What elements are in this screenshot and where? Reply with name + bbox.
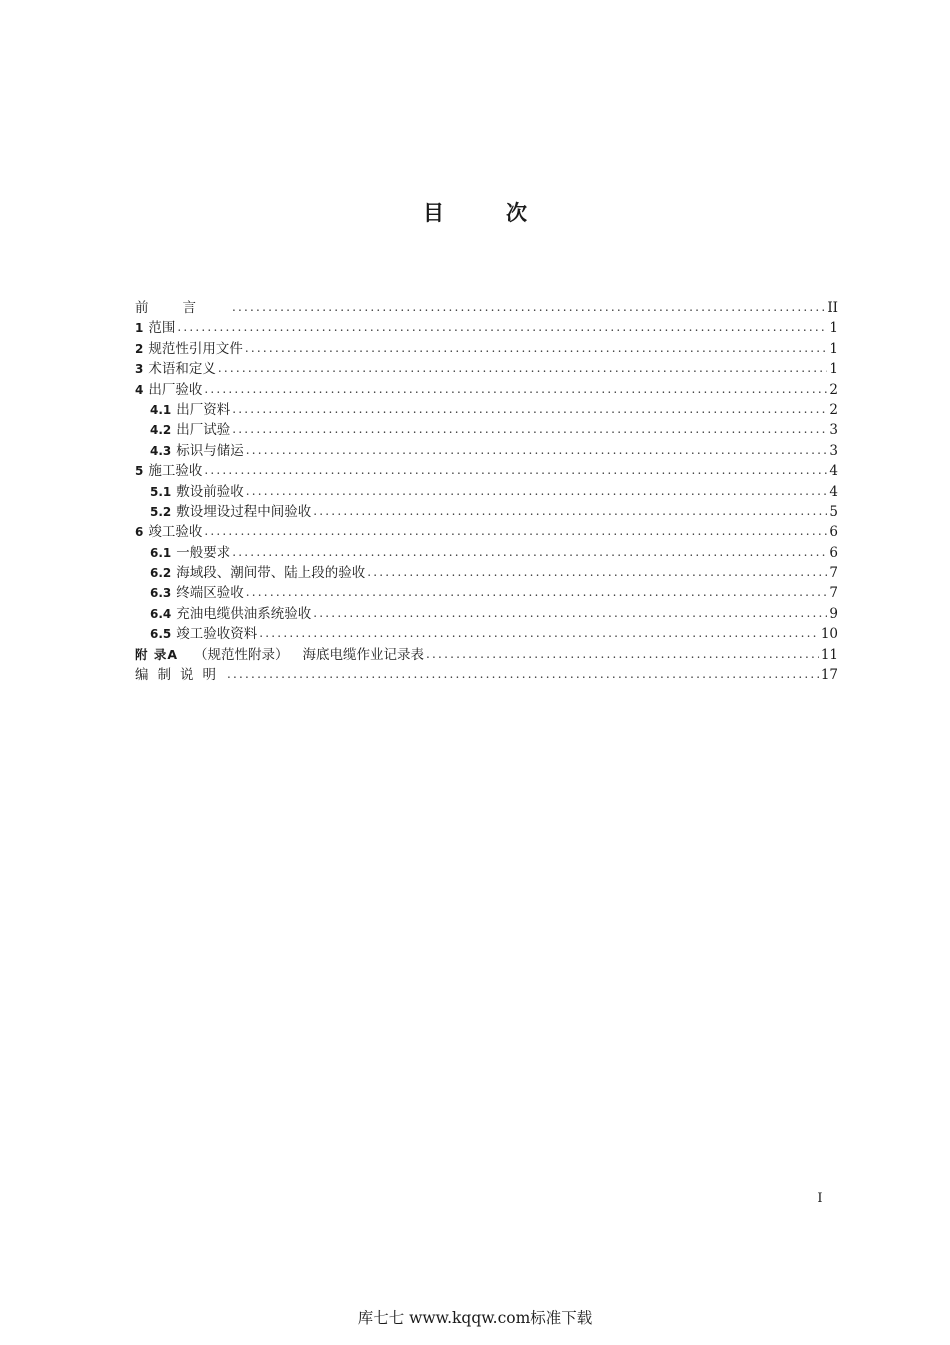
toc-entry-page: 4 — [829, 463, 838, 480]
toc-entry-page: 1 — [829, 361, 838, 378]
toc-leader-dots — [313, 603, 827, 623]
toc-entry-label: 前言 — [135, 300, 230, 316]
toc-leader-dots — [232, 542, 827, 562]
toc-entry-label: 范围 — [148, 320, 176, 337]
toc-entry-page: 3 — [829, 442, 838, 459]
toc-entry-appendix-a[interactable] — [135, 645, 838, 665]
toc-leader-dots — [245, 338, 827, 358]
toc-entry-number: 6 — [135, 525, 144, 540]
toc-leader-dots — [227, 664, 819, 684]
toc-entry-4-1[interactable] — [135, 400, 838, 420]
toc-leader-dots — [218, 358, 827, 378]
toc-entry-page: 9 — [829, 605, 838, 622]
toc-entry-5-2[interactable] — [135, 502, 838, 522]
toc-entry-label: 一般要求 — [176, 544, 231, 561]
toc-entry-page: 2 — [829, 401, 838, 418]
toc-leader-dots — [204, 460, 827, 480]
toc-entry-page: 5 — [829, 503, 838, 520]
toc-entry-6-3[interactable] — [135, 583, 838, 603]
toc-entry-4-2[interactable] — [135, 420, 838, 440]
toc-entry-label: 竣工验收资料 — [176, 626, 258, 643]
toc-entry-label: 敷设前验收 — [176, 483, 244, 500]
toc-entry-number: 2 — [135, 341, 144, 356]
toc-entry-page: 4 — [829, 483, 838, 500]
toc-leader-dots — [313, 501, 827, 521]
toc-entry-page: II — [827, 300, 838, 316]
toc-entry-number: 5.2 — [150, 504, 172, 519]
page-number: I — [817, 1191, 823, 1206]
toc-appendix-kind: （规范性附录） — [194, 646, 289, 663]
toc-leader-dots — [204, 379, 827, 399]
toc-entry-4[interactable] — [135, 380, 838, 400]
toc-entry-label: 标识与储运 — [176, 442, 244, 459]
toc-entry-label: 出厂试验 — [176, 422, 231, 439]
toc-entry-number: 5 — [135, 464, 144, 479]
toc-entry-label: 规范性引用文件 — [148, 340, 243, 357]
toc-entry-number: 6.4 — [150, 606, 172, 621]
toc-entry-label: 竣工验收 — [148, 524, 203, 541]
toc-entry-3[interactable] — [135, 359, 838, 379]
toc-entry-number: 6.2 — [150, 566, 172, 581]
toc-entry-label: 海域段、潮间带、陆上段的验收 — [176, 565, 366, 582]
toc-entry-page: 11 — [820, 646, 838, 663]
toc-leader-dots — [232, 419, 827, 439]
toc-leader-dots — [232, 297, 825, 317]
toc-entry-page: 10 — [820, 626, 838, 643]
toc-leader-dots — [232, 399, 827, 419]
toc-entry-number: 6.1 — [150, 545, 172, 560]
toc-entry-page: 3 — [829, 422, 838, 439]
toc-entry-preface[interactable] — [135, 298, 838, 318]
toc-entry-label: 编制说明 — [135, 667, 225, 684]
toc-entry-5[interactable] — [135, 461, 838, 481]
toc-entry-label: 海底电缆作业记录表 — [302, 646, 425, 663]
toc-entry-number: 3 — [135, 362, 144, 377]
toc-leader-dots — [367, 562, 827, 582]
toc-entry-page: 2 — [829, 381, 838, 398]
toc-entry-number: 6.5 — [150, 627, 172, 642]
toc-entry-number: 1 — [135, 321, 144, 336]
table-of-contents — [135, 298, 838, 685]
toc-entry-1[interactable] — [135, 318, 838, 338]
toc-leader-dots — [246, 481, 827, 501]
toc-entry-6-5[interactable] — [135, 624, 838, 644]
toc-entry-page: 6 — [829, 524, 838, 541]
toc-entry-label: 终端区验收 — [176, 585, 244, 602]
toc-entry-label: 术语和定义 — [148, 361, 216, 378]
toc-entry-number: 4.2 — [150, 423, 172, 438]
toc-entry-5-1[interactable] — [135, 482, 838, 502]
toc-entry-page: 17 — [820, 667, 838, 684]
toc-entry-explanation[interactable] — [135, 665, 838, 685]
page-title: 目次 — [423, 201, 589, 225]
toc-entry-page: 6 — [829, 544, 838, 561]
footer-watermark-text: 库七七 www.kqqw.com标准下载 — [357, 1309, 593, 1327]
toc-leader-dots — [246, 440, 827, 460]
toc-entry-label: 充油电缆供油系统验收 — [176, 605, 312, 622]
toc-entry-number: 4.3 — [150, 443, 172, 458]
toc-entry-number: 6.3 — [150, 586, 172, 601]
toc-entry-page: 7 — [829, 565, 838, 582]
toc-entry-label: 敷设埋设过程中间验收 — [176, 503, 312, 520]
toc-entry-page: 7 — [829, 585, 838, 602]
toc-entry-number: 5.1 — [150, 484, 172, 499]
toc-leader-dots — [204, 521, 827, 541]
toc-entry-page: 1 — [829, 320, 838, 337]
toc-leader-dots — [246, 582, 827, 602]
toc-entry-page: 1 — [829, 340, 838, 357]
toc-entry-6-2[interactable] — [135, 563, 838, 583]
toc-entry-6-4[interactable] — [135, 604, 838, 624]
toc-entry-number: 4 — [135, 382, 144, 397]
toc-entry-label: 出厂验收 — [148, 381, 203, 398]
toc-leader-dots — [259, 623, 819, 643]
toc-leader-dots — [426, 644, 819, 664]
toc-entry-6-1[interactable] — [135, 543, 838, 563]
toc-entry-label: 出厂资料 — [176, 401, 231, 418]
toc-entry-number: 4.1 — [150, 402, 172, 417]
toc-appendix-heading: 附 录A — [135, 646, 179, 662]
toc-entry-6[interactable] — [135, 522, 838, 542]
toc-entry-2[interactable] — [135, 339, 838, 359]
toc-entry-label: 施工验收 — [148, 463, 203, 480]
toc-leader-dots — [177, 317, 827, 337]
toc-entry-4-3[interactable] — [135, 441, 838, 461]
